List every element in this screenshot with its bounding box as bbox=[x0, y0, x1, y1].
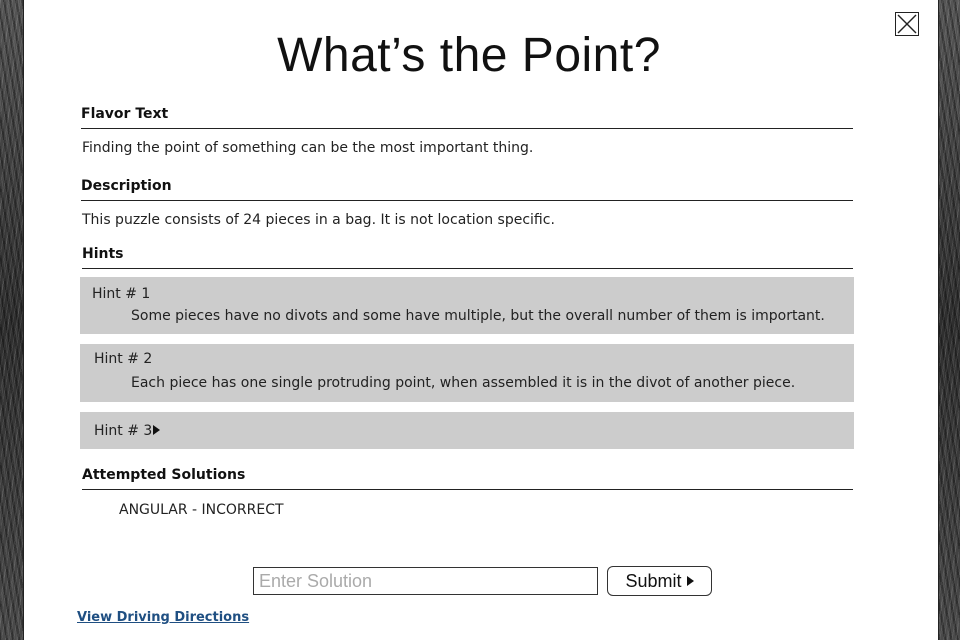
page-title: What’s the Point? bbox=[277, 29, 661, 82]
solution-input[interactable] bbox=[253, 567, 598, 595]
triangle-right-icon bbox=[153, 425, 160, 435]
triangle-right-icon bbox=[687, 576, 694, 586]
flavor-text: Finding the point of something can be the most important thing. bbox=[82, 140, 534, 156]
puzzle-modal bbox=[23, 0, 939, 640]
view-driving-directions-link[interactable]: View Driving Directions bbox=[77, 610, 250, 625]
hints-header: Hints bbox=[82, 246, 853, 269]
hint-item-3-collapsed[interactable] bbox=[80, 412, 854, 449]
hint-item-1[interactable] bbox=[80, 277, 854, 334]
attempted-solutions-header: Attempted Solutions bbox=[82, 467, 853, 490]
description-text: This puzzle consists of 24 pieces in a bag. It is not location specific. bbox=[82, 212, 555, 228]
hint-item-2[interactable] bbox=[80, 344, 854, 402]
hint-label: Hint # 3 bbox=[94, 423, 153, 439]
flavor-text-header: Flavor Text bbox=[81, 106, 853, 129]
hint-label: Hint # 1 bbox=[92, 286, 151, 302]
hint-text: Each piece has one single protruding point, when assembled it is in the divot of another piece. bbox=[131, 375, 796, 391]
hint-toggle[interactable] bbox=[94, 423, 160, 439]
description-header: Description bbox=[81, 178, 853, 201]
hint-text: Some pieces have no divots and some have multiple, but the overall number of them is important. bbox=[131, 308, 825, 324]
submit-label: Submit bbox=[625, 570, 682, 591]
submit-button[interactable] bbox=[607, 566, 712, 596]
attempted-solution-item: ANGULAR - INCORRECT bbox=[119, 502, 284, 518]
hint-label: Hint # 2 bbox=[94, 351, 153, 367]
